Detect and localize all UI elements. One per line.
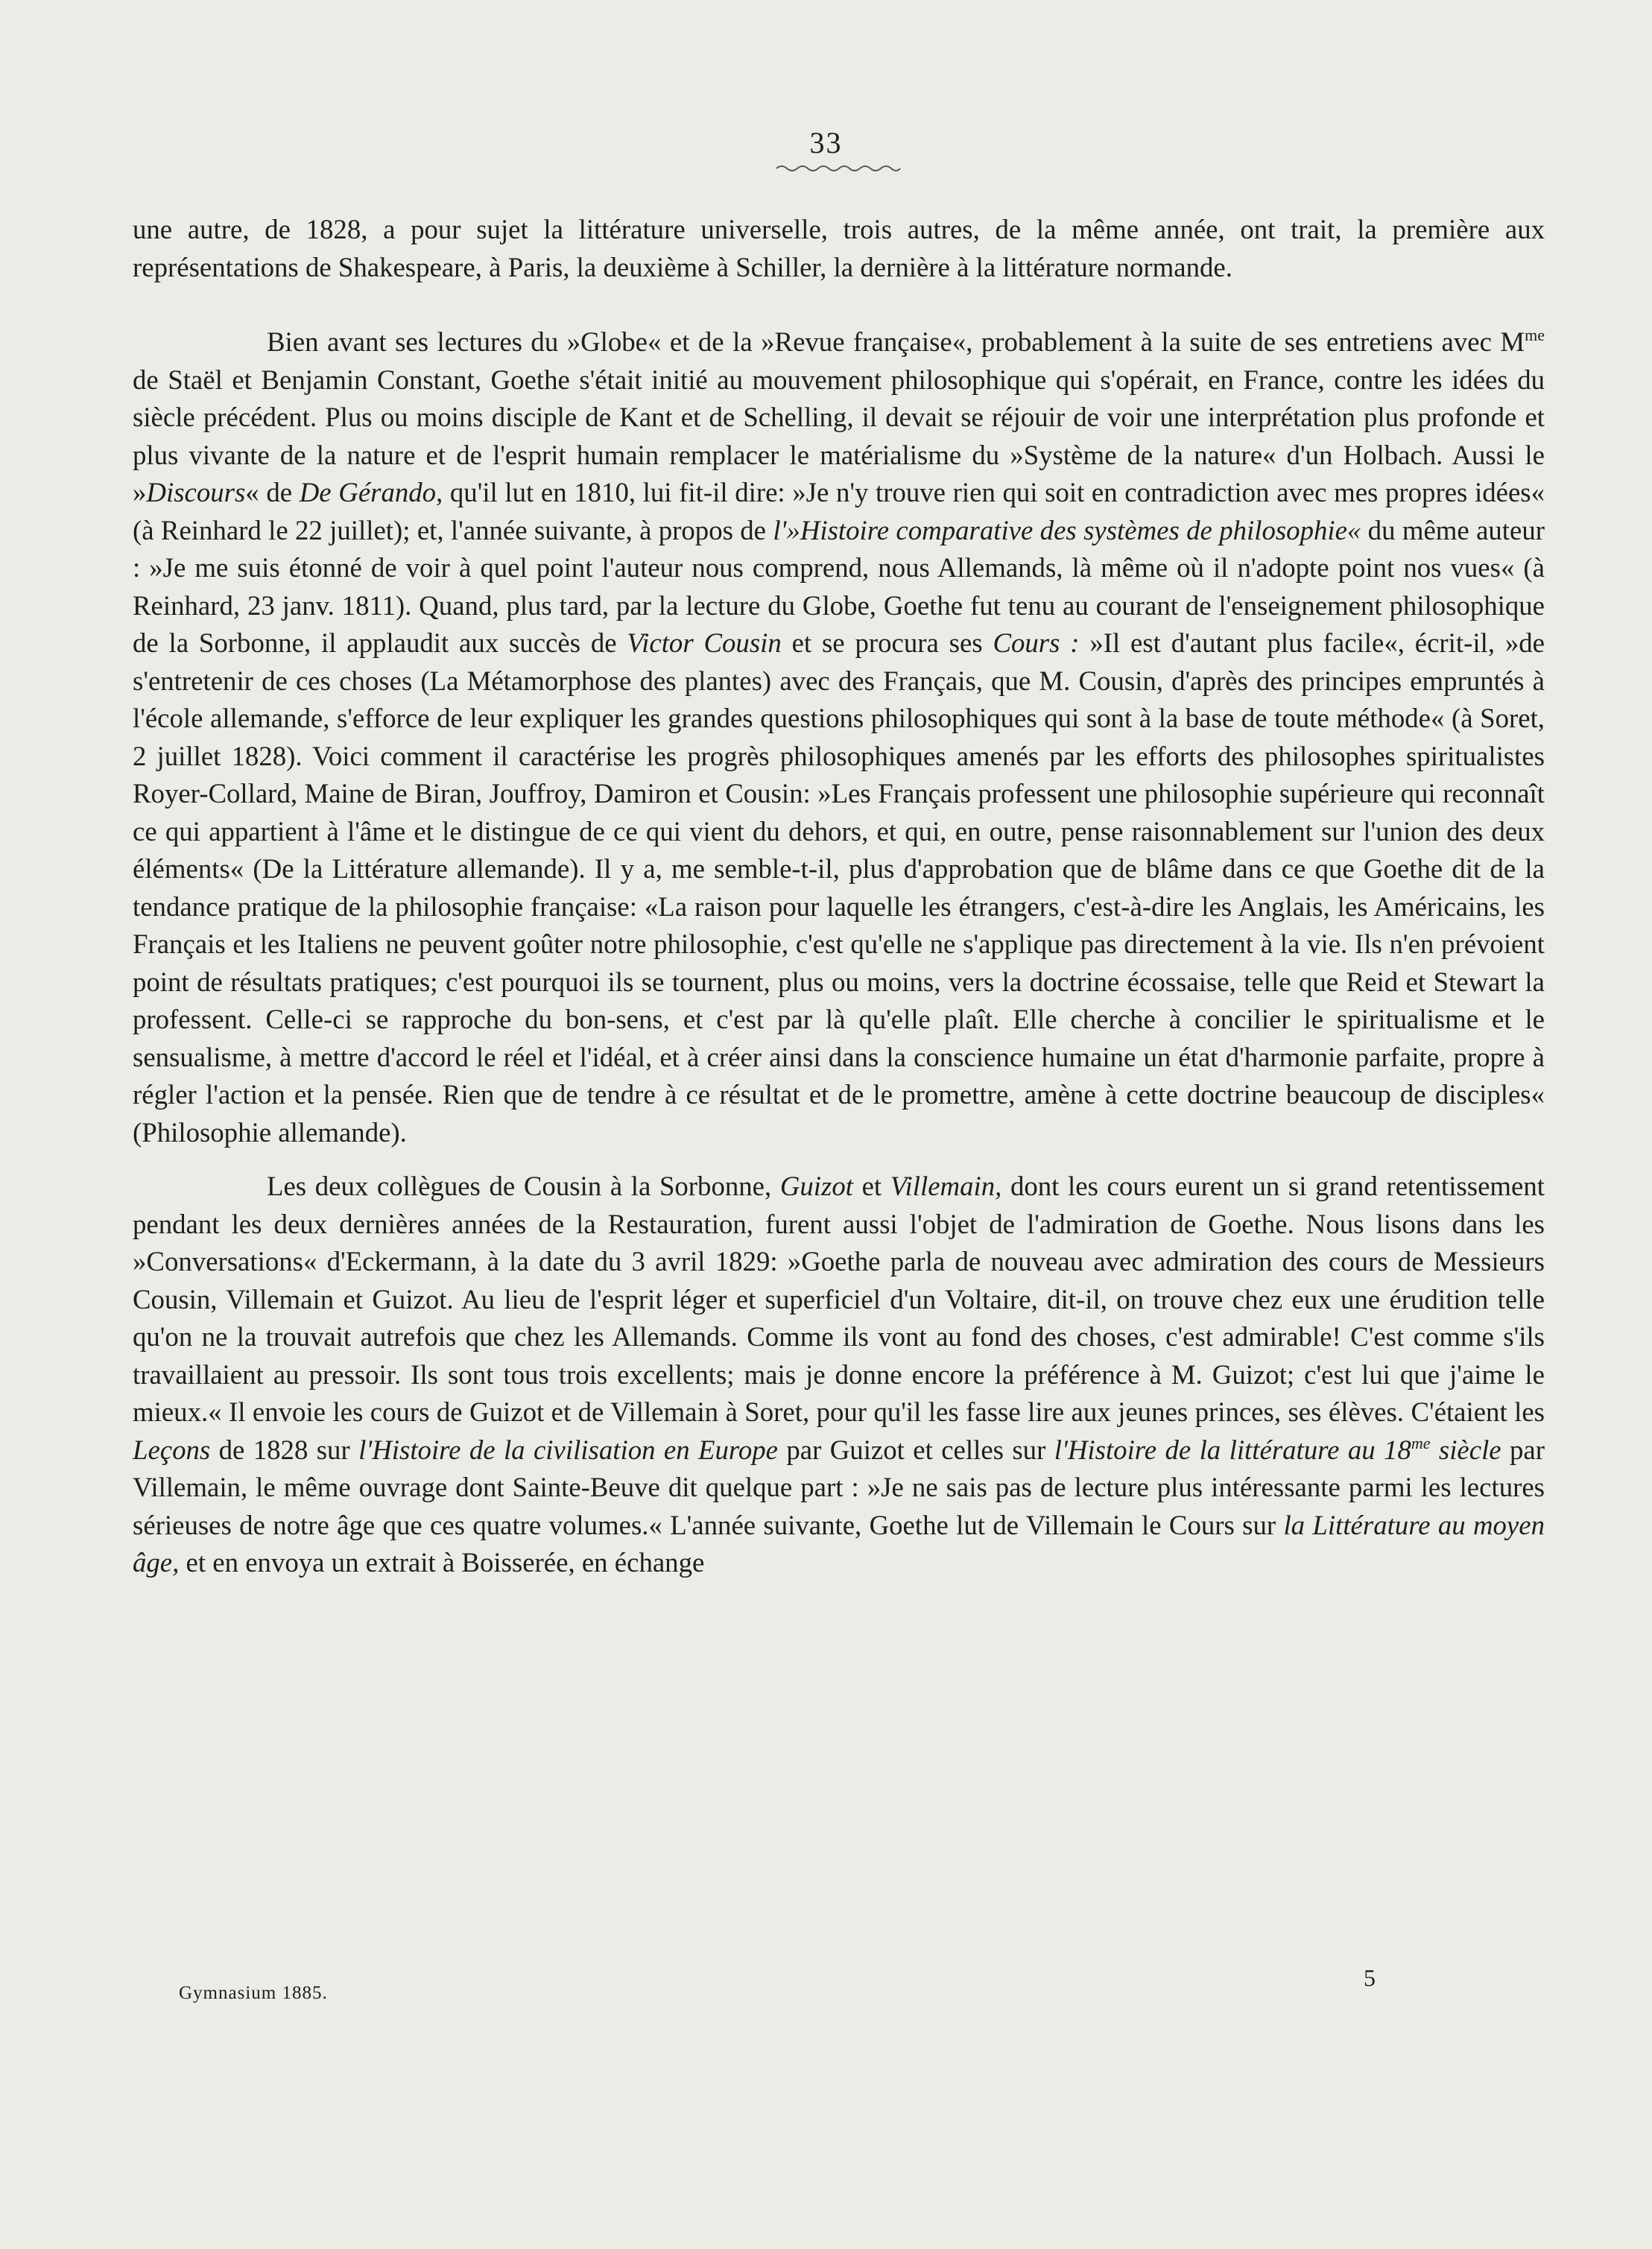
text-segment: De Gérando, <box>299 477 443 507</box>
text-segment: Guizot <box>779 1171 853 1201</box>
text-segment: par Villemain, le même ouvrage dont Sainte-Beuve dit quelque part : »Je ne sais pas de lecture plus intéressante parmi les lectures sérieuses de notre âge que ces quatre volumes.« L'année suivante, Goethe lut de Villemain le Cours sur <box>133 1434 1545 1540</box>
footer-signature: Gymnasium 1885. <box>179 1983 328 2003</box>
text-segment: l'»Histoire comparative des systèmes de philosophie« <box>773 514 1361 545</box>
text-segment: Villemain, <box>890 1171 1002 1201</box>
text-segment: une autre, de 1828, a pour sujet la littérature universelle, trois autres, de la même année, ont trait, la première aux représentations de Shakespeare, à Paris, la deuxième à Schiller, la dernière à la littérature normande. <box>133 214 1545 282</box>
text-segment: »Il est d'autant plus facile«, écrit-il, »de s'entretenir de ces choses (La Métamorphose des plantes) avec des Français, que M. Cousin, d'après des principes empruntés à l'école allemande, s'efforce de leur expliquer les grandes questions philosophiques qui sont à la base de toute méthode« (à Soret, 2 juillet 1828). Voici comment il caractérise les progrès philosophiques amenés par les efforts des philosophes spiritualistes Royer-Collard, Maine de Biran, Jouffroy, Damiron et Cousin: »Les Français professent une philosophie supérieure qui reconnaît ce qui appartient à l'âme et le distingue de ce qui vient du dehors, et qui, en outre, pense raisonnablement sur l'union des deux éléments« (De la Littérature allemande). Il y a, me semble-t-il, plus d'approbation que de blâme dans ce que Goethe dit de la tendance pratique de la philosophie française: «La raison pour laquelle les étrangers, c'est-à-dire les Anglais, les Américains, les Français et les Italiens ne peuvent goûter notre philosophie, c'est qu'elle ne s'applique pas directement à la vie. Ils n'en prévoient point de résultats pratiques; c'est pourquoi ils se tournent, plus ou moins, vers la doctrine écossaise, telle que Reid et Stewart la professent. Celle-ci se rapproche du bon-sens, et c'est par là qu'elle plaît. Elle cherche à concilier le spiritualisme et le sensualisme, à mettre d'accord le réel et l'idéal, et à créer ainsi dans la conscience humaine un état d'harmonie parfaite, propre à régler l'action et la pensée. Rien que de tendre à ce résultat et de le promettre, amène à cette doctrine beaucoup de disciples« (Philosophie allemande). <box>133 627 1545 1148</box>
text-segment: Leçons <box>133 1434 211 1465</box>
paragraph-2 <box>133 323 1545 1151</box>
text-segment: Discours <box>146 477 246 507</box>
body-text <box>133 211 1545 1582</box>
text-segment: siècle <box>1430 1434 1501 1465</box>
text-segment: la Littérature au moyen âge, <box>133 1509 1545 1578</box>
text-segment: dont les cours eurent un si grand retentissement pendant les deux dernières années de la Restauration, furent aussi l'objet de l'admiration de Goethe. Nous lisons dans les »Conversations« d'Eckermann, à la date du 3 avril 1829: »Goethe parla de nouveau avec admiration des cours de Messieurs Cousin, Villemain et Guizot. Au lieu de l'esprit léger et superficiel d'un Voltaire, dit-il, on trouve chez eux une érudition telle qu'on ne la trouvait autrefois que chez les Allemands. Comme ils vont au fond des choses, c'est admirable! C'est comme s'ils travaillaient au pressoir. Ils sont tous trois excellents; mais je donne encore la préférence à M. Guizot; c'est lui que j'aime le mieux.« Il envoie les cours de Guizot et de Villemain à Soret, pour qu'il les fasse lire aux jeunes princes, ses élèves. C'étaient les <box>133 1171 1545 1427</box>
ornament-rule <box>775 164 902 174</box>
text-segment: l'Histoire de la littérature au 18 <box>1054 1434 1411 1465</box>
text-segment: qu'il lut en 1810, lui fit-il dire: »Je n'y trouve rien qui soit en contradiction avec mes propres idées« (à Reinhard le 22 juillet); et, l'année suivante, à propos de <box>133 477 1545 545</box>
text-segment: de Staël et Benjamin Constant, Goethe s'était initié au mouvement philosophique qui s'opérait, en France, contre les idées du siècle précédent. Plus ou moins disciple de Kant et de Schelling, il devait se réjouir de voir une interprétation plus profonde et plus vivante de la nature et de l'esprit humain remplacer le matérialisme du »Système de la nature« d'un Holbach. Aussi le » <box>133 364 1545 507</box>
text-segment: Bien avant ses lectures du »Globe« et de la »Revue française«, probablement à la suite de ses entretiens avec M <box>267 326 1525 357</box>
page-number: 33 <box>809 126 843 159</box>
text-segment: et en envoya un extrait à Boisserée, en échange <box>179 1547 705 1578</box>
text-segment: Victor Cousin <box>627 627 782 658</box>
paragraph-1 <box>133 211 1545 286</box>
text-segment: l'Histoire de la civilisation en Europe <box>358 1434 778 1465</box>
text-segment: par Guizot et celles sur <box>777 1434 1054 1465</box>
text-segment: du même auteur : »Je me suis étonné de voir à quel point l'auteur nous comprend, nous Allemands, là même où il n'adopte point nos vues« (à Reinhard, 23 janv. 1811). Quand, plus tard, par la lecture du Globe, Goethe fut tenu au courant de l'enseignement philosophique de la Sorbonne, il applaudit aux succès de <box>133 514 1545 658</box>
text-segment: « de <box>245 477 300 507</box>
paragraph-3 <box>133 1168 1545 1582</box>
text-segment: de 1828 sur <box>210 1434 359 1465</box>
footer-sheet-number: 5 <box>1364 1964 1376 1991</box>
text-segment: et <box>852 1171 890 1201</box>
text-segment: Cours : <box>993 627 1080 658</box>
text-segment: me <box>1411 1433 1431 1452</box>
text-segment: me <box>1525 326 1545 344</box>
text-segment: Les deux collègues de Cousin à la Sorbonne, <box>267 1171 780 1201</box>
text-segment: et se procura ses <box>781 627 993 658</box>
